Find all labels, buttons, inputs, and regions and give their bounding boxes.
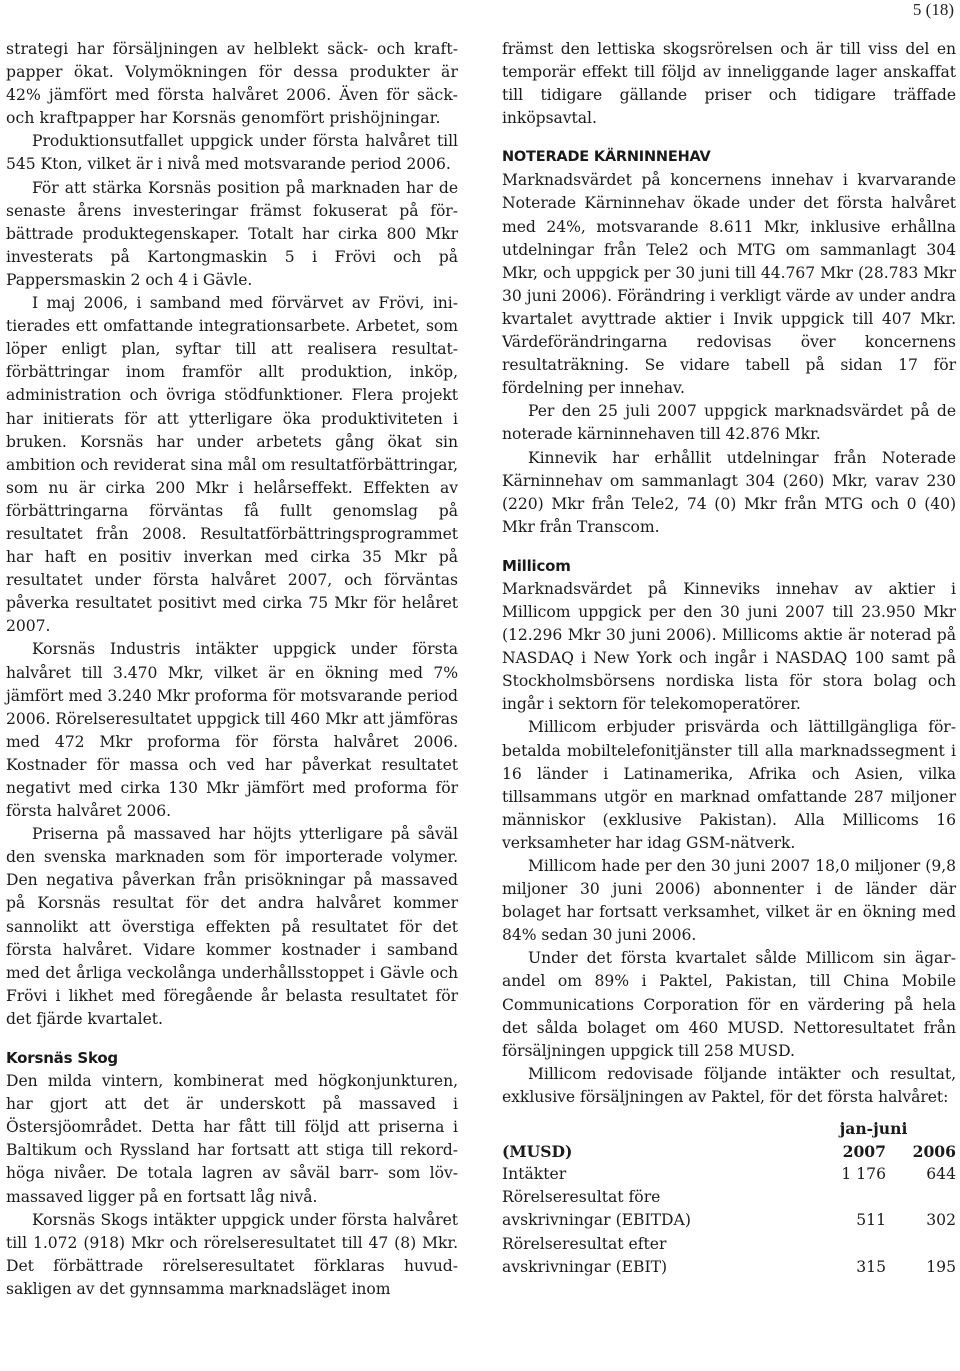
paragraph: främst den lettiska skogsrörelsen och är till viss del en temporär effekt till följd av inneliggande lager anskaffat till tidigare gällande priser och tidigare träffade inköpsavtal. xyxy=(502,40,956,128)
paragraph: I maj 2006, i samband med förvärvet av Frövi, initierades ett omfattande integrationsarbete. Arbetet, som löper enligt plan, syftar till att realisera resultatförbättringar inom framför allt produktion, inköp, administration och övriga stödfunktioner. Flera projekt har initierats för att ytterligare öka produktiviteten i bruken. Korsnäs har under arbetets gång ökat sin ambition och reviderat sina mål om resultatförbättringar, som nu är cirka 200 Mkr i helårseffekt. Effekten av förbättringarna förväntas få fullt genomslag på resultatet från 2008. Resultatförbättringsprogrammet har haft en positiv inverkan med cirka 35 Mkr på resultatet under första halvåret 2007, och förväntas påverka resultatet positivt med cirka 75 Mkr för helåret 2007. xyxy=(6,294,458,636)
row-label: Rörelseresultat efter xyxy=(502,1234,667,1253)
cell-2007: 511 xyxy=(856,1211,886,1230)
cell-2006: 195 xyxy=(926,1257,956,1276)
row-label-cont: avskrivningar (EBIT) xyxy=(502,1257,668,1276)
table-row xyxy=(502,1186,956,1209)
section-heading-noterade-karninnehav: NOTERADE KÄRNINNEHAV xyxy=(502,149,711,166)
paragraph: Produktionsutfallet uppgick under första halvåret till 545 Kton, vilket är i nivå med motsvarande period 2006. xyxy=(6,132,458,174)
row-label: Rörelseresultat före xyxy=(502,1188,661,1207)
column-header-2007: 2007 xyxy=(842,1142,886,1162)
table-row xyxy=(502,1233,956,1256)
paragraph: Priserna på massaved har höjts ytterligare på såväl den svenska marknaden som för importerade volymer. Den negativa påverkan från prisökningar på massaved på Korsnäs resultat för det andra halvåret kommer sannolikt att överstiga effekten på resultatet för det första halvåret. Vidare kommer kostnader i samband med det årliga veckolånga underhållsstoppet i Gävle och Frövi i likhet med föregående år belasta resultatet för det fjärde kvartalet. xyxy=(6,825,458,1028)
unit-label: (MUSD) xyxy=(502,1142,573,1162)
page-number: 5 (18) xyxy=(912,0,954,19)
section-heading-korsnas-skog: Korsnäs Skog xyxy=(6,1049,118,1068)
cell-2006: 302 xyxy=(926,1211,956,1230)
paragraph: Marknadsvärdet på koncernens innehav i kvarvarande Noterade Kärninnehav ökade under det första halvåret med 24%, motsvarande 8.611 Mkr, inklusive erhållna utdelningar från Tele2 och MTG om sammanlagt 304 Mkr, och uppgick per 30 juni till 44.767 Mkr (28.783 Mkr 30 juni 2006). Förändring i verkligt värde av under andra kvartalet avyttrade aktier i Invik uppgick till 407 Mkr. Värdeförändringarna redovisas över koncernens resultaträkning. Se vidare tabell på sidan 17 för fördelning per innehav. xyxy=(502,171,956,398)
left-column xyxy=(6,38,458,1301)
paragraph: strategi har försäljningen av helblekt säck- och kraftpapper ökat. Volymökningen för dessa produkter är 42% jämfört med första halvåret 2006. Även för säck- och kraftpapper har Korsnäs genomfört prishöjningar. xyxy=(6,40,458,128)
column-header-2006: 2006 xyxy=(912,1142,956,1162)
millicom-results-table xyxy=(502,1117,956,1279)
cell-2006: 644 xyxy=(926,1165,956,1184)
cell-2007: 1 176 xyxy=(841,1165,886,1184)
paragraph: Millicom hade per den 30 juni 2007 18,0 miljoner (9,8 miljoner 30 juni 2006) abonnenter i de länder där bolaget har fortsatt verksamhet, vilket är en ökning med 84% sedan 30 juni 2006. xyxy=(502,857,956,945)
cell-2007: 315 xyxy=(856,1257,886,1276)
paragraph: Kinnevik har erhållit utdelningar från Noterade Kärninnehav om sammanlagt 304 (260) Mkr, varav 230 (220) Mkr från Tele2, 74 (0) Mkr från MTG och 0 (40) Mkr från Transcom. xyxy=(502,448,956,536)
table-row xyxy=(502,1256,956,1279)
table-row xyxy=(502,1163,956,1186)
row-label-cont: avskrivningar (EBITDA) xyxy=(502,1211,691,1230)
paragraph: Millicom redovisade följande intäkter och resultat, exklusive försäljningen av Paktel, för det första halvåret: xyxy=(502,1064,956,1106)
paragraph: Under det första kvartalet sålde Millicom sin ägarandel om 89% i Paktel, Pakistan, till China Mobile Communications Corporation för en värdering på hela det sålda bolaget om 460 MUSD. Nettoresultatet från försäljningen uppgick till 258 MUSD. xyxy=(502,949,956,1060)
paragraph: Marknadsvärdet på Kinneviks innehav av aktier i Millicom uppgick per den 30 juni 2007 till 23.950 Mkr (12.296 Mkr 30 juni 2006). Millicoms aktie är noterad på NASDAQ i New York och ingår i NASDAQ 100 samt på Stockholmsbörsens nordiska lista för stora bolag och ingår i sektorn för telekomoperatörer. xyxy=(502,579,956,714)
section-heading-millicom: Millicom xyxy=(502,556,571,575)
paragraph: För att stärka Korsnäs position på marknaden har de senaste årens investeringar främst fokuserat på förbättrade produktegenskaper. Totalt har cirka 800 Mkr investerats på Kartongmaskin 5 i Frövi och på Pappersmaskin 2 och 4 i Gävle. xyxy=(6,178,458,289)
row-label: Intäkter xyxy=(502,1165,567,1184)
table-row xyxy=(502,1209,956,1232)
paragraph: Per den 25 juli 2007 uppgick marknadsvärdet på de noterade kärninnehaven till 42.876 Mkr. xyxy=(502,402,956,444)
paragraph: Korsnäs Industris intäkter uppgick under första halvåret till 3.470 Mkr, vilket är en ökning med 7% jämfört med 3.240 Mkr proforma för motsvarande period 2006. Rörelseresultatet uppgick till 460 Mkr att jämföras med 472 Mkr proforma för första halvåret 2006. Kostnader för massa och ved har påverkat resultatet negativt med cirka 130 Mkr jämfört med proforma för första halvåret 2006. xyxy=(6,640,458,821)
paragraph: Millicom erbjuder prisvärda och lättillgängliga förbetalda mobiltelefonitjänster till alla marknadssegment i 16 länder i Latinamerika, Afrika och Asien, vilka tillsammans utgör en marknad omfattande 287 miljoner människor (exklusive Pakistan). Alla Millicoms 16 verksamheter har idag GSM-nätverk. xyxy=(502,718,956,852)
period-header: jan-juni xyxy=(839,1119,908,1139)
paragraph: Den milda vintern, kombinerat med högkonjunkturen, har gjort att det är underskott på massaved i Östersjöområdet. Detta har fått till följd att priserna i Baltikum och Ryssland har fortsatt att stiga till rekordhöga nivåer. De totala lagren av såväl barr- som lövmassaved ligger på en fortsatt låg nivå. xyxy=(6,1072,458,1206)
paragraph: Korsnäs Skogs intäkter uppgick under första halvåret till 1.072 (918) Mkr och rörelseresultatet till 47 (8) Mkr. Det förbättrade rörelseresultatet förklaras huvudsakligen av det gynnsamma marknadsläget inom xyxy=(6,1210,458,1298)
right-column xyxy=(502,38,956,1279)
